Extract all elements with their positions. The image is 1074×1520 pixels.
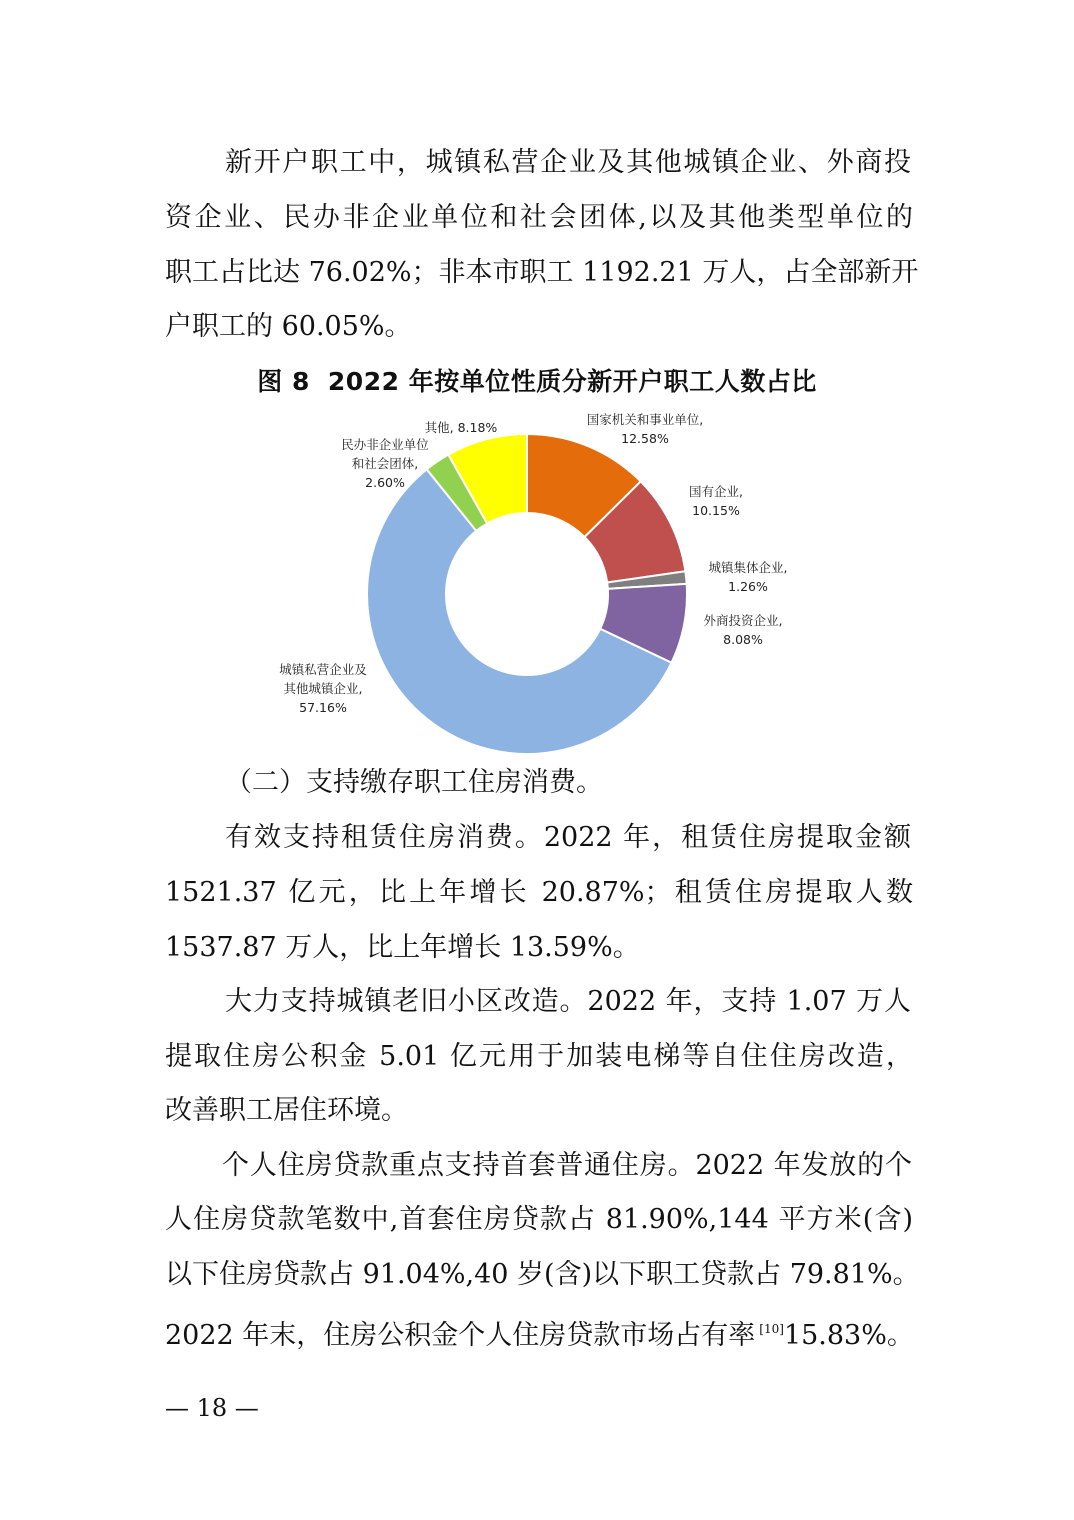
paragraph-line: 1521.37 亿元，比上年增长 20.87%；租赁住房提取人数 — [165, 877, 913, 908]
paragraph-text: 2022 年末，住房公积金个人住房贷款市场占有率 — [165, 1320, 756, 1351]
slice-label-line: 其他, 8.18% — [424, 420, 498, 435]
donut-slices — [367, 434, 687, 754]
slice-label-line: 国家机关和事业单位, — [586, 412, 704, 427]
slice-label-line: 民办非企业单位 — [341, 437, 429, 452]
paragraph-line: 职工占比达 76.02%；非本市职工 1192.21 万人，占全部新开 — [165, 257, 919, 288]
slice-label-line: 国有企业, — [689, 484, 743, 499]
slice-label-line: 2.60% — [365, 475, 405, 490]
paragraph-line: 大力支持城镇老旧小区改造。2022 年，支持 1.07 万人 — [225, 986, 911, 1017]
footnote-reference[interactable]: [10] — [759, 1322, 784, 1336]
paragraph-line: 个人住房贷款重点支持首套普通住房。2022 年发放的个 — [222, 1150, 912, 1181]
slice-label-line: 城镇集体企业, — [708, 560, 788, 575]
paragraph-line: 户职工的 60.05%。 — [165, 311, 412, 342]
paragraph-line: 1537.87 万人，比上年增长 13.59%。 — [165, 932, 640, 963]
slice-label-line: 1.26% — [728, 579, 768, 594]
paragraph-line: 提取住房公积金 5.01 亿元用于加装电梯等自住住房改造， — [165, 1041, 913, 1072]
paragraph-line: 改善职工居住环境。 — [165, 1095, 408, 1126]
figure-number: 图 8 — [257, 367, 310, 396]
slice-label — [279, 662, 367, 715]
slice-label-line: 12.58% — [621, 431, 669, 446]
slice-label — [709, 560, 788, 594]
slice-label-line: 57.16% — [299, 700, 347, 715]
slice-label-line: 和社会团体, — [351, 456, 419, 471]
paragraph-line-with-reference — [165, 1312, 914, 1353]
slice-label — [689, 484, 743, 518]
slice-label — [587, 412, 703, 446]
section-heading: （二）支持缴存职工住房消费。 — [225, 767, 603, 798]
slice-label-line: 其他城镇企业, — [283, 681, 363, 696]
paragraph-line: 资企业、民办非企业单位和社会团体,以及其他类型单位的 — [165, 202, 913, 233]
slice-label — [704, 613, 783, 647]
figure-title-text: 2022 年按单位性质分新开户职工人数占比 — [327, 367, 817, 396]
slice-label-line: 8.08% — [723, 632, 763, 647]
paragraph-line: 人住房贷款笔数中,首套住房贷款占 81.90%,144 平方米(含) — [165, 1204, 913, 1235]
slice-label-line: 城镇私营企业及 — [279, 662, 367, 677]
paragraph-line: 以下住房贷款占 91.04%,40 岁(含)以下职工贷款占 79.81%。 — [165, 1259, 920, 1290]
paragraph-text: 15.83%。 — [783, 1320, 914, 1351]
page-number: — 18 — — [165, 1394, 259, 1422]
slice-label-line: 外商投资企业, — [703, 613, 783, 628]
slice-label-line: 10.15% — [692, 503, 740, 518]
slice-label — [425, 420, 498, 435]
paragraph-line: 新开户职工中，城镇私营企业及其他城镇企业、外商投 — [225, 147, 911, 178]
paragraph-line: 有效支持租赁住房消费。2022 年，租赁住房提取金额 — [225, 822, 911, 853]
